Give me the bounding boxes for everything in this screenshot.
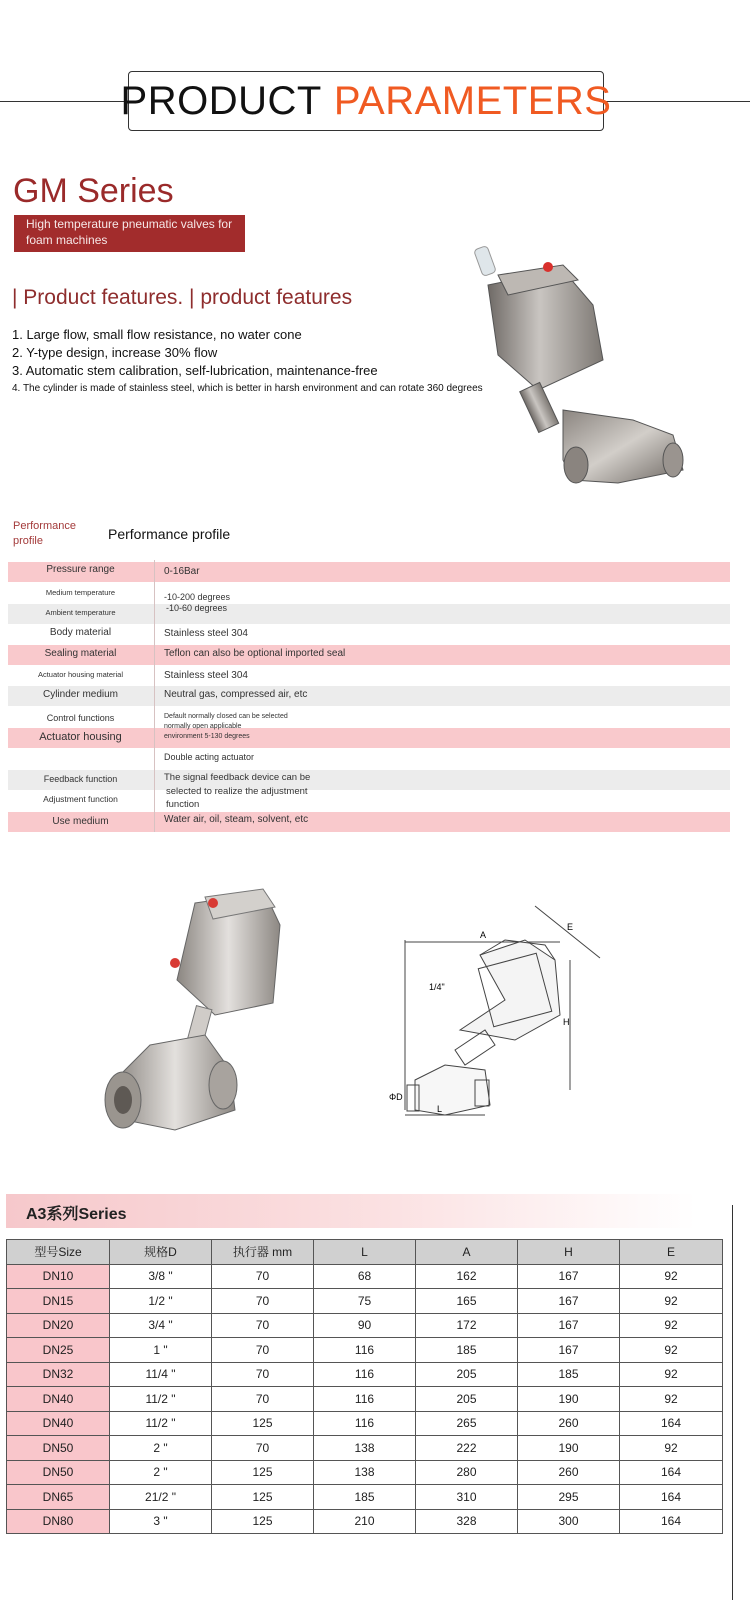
table-cell: 280 xyxy=(416,1460,518,1485)
feature-item: 2. Y-type design, increase 30% flow xyxy=(12,345,218,360)
table-cell: 167 xyxy=(518,1338,620,1363)
diagram-label-d: ΦD xyxy=(389,1092,403,1102)
table-cell: 125 xyxy=(212,1509,314,1534)
table-row xyxy=(7,1362,723,1387)
perf-value: Neutral gas, compressed air, etc xyxy=(164,689,308,700)
perf-column-divider xyxy=(154,560,155,832)
page-title-word2: PARAMETERS xyxy=(333,78,612,123)
page-title-word1: PRODUCT xyxy=(120,78,322,123)
table-cell: 116 xyxy=(314,1338,416,1363)
table-row xyxy=(7,1338,723,1363)
right-border-line xyxy=(732,1205,733,1600)
table-header-cell: 规格D xyxy=(110,1240,212,1265)
table-row xyxy=(7,1460,723,1485)
table-cell: 1/2 " xyxy=(110,1289,212,1314)
table-cell: 1 " xyxy=(110,1338,212,1363)
table-cell: 11/4 " xyxy=(110,1362,212,1387)
table-cell: 222 xyxy=(416,1436,518,1461)
table-cell: 260 xyxy=(518,1460,620,1485)
series-subtitle: High temperature pneumatic valves for foam machines xyxy=(14,215,245,252)
perf-value: Stainless steel 304 xyxy=(164,670,248,681)
perf-value: Default normally closed can be selected normally open applicable xyxy=(164,713,288,730)
table-cell: 92 xyxy=(620,1436,723,1461)
table-cell: DN10 xyxy=(7,1264,110,1289)
table-cell: 190 xyxy=(518,1436,620,1461)
table-cell: 295 xyxy=(518,1485,620,1510)
table-header-cell: E xyxy=(620,1240,723,1265)
table-cell: 75 xyxy=(314,1289,416,1314)
diagram-label-a: A xyxy=(480,930,487,940)
table-cell: 70 xyxy=(212,1289,314,1314)
diagram-label-l: L xyxy=(437,1104,443,1114)
table-cell: 164 xyxy=(620,1411,723,1436)
perf-value: selected to realize the adjustment function xyxy=(166,786,308,810)
table-row xyxy=(7,1436,723,1461)
perf-value: -10-60 degrees xyxy=(166,603,228,613)
table-row xyxy=(7,1387,723,1412)
table-cell: 138 xyxy=(314,1436,416,1461)
table-cell: DN50 xyxy=(7,1436,110,1461)
page-title xyxy=(120,71,612,131)
a3-spec-table xyxy=(6,1239,723,1534)
table-cell: DN32 xyxy=(7,1362,110,1387)
valve-photo-top xyxy=(468,245,693,490)
table-row xyxy=(7,1411,723,1436)
diagram-label-h: H xyxy=(563,1017,570,1027)
table-row xyxy=(7,1485,723,1510)
perf-key: Adjustment function xyxy=(43,794,118,804)
table-cell: 21/2 " xyxy=(110,1485,212,1510)
table-cell: 260 xyxy=(518,1411,620,1436)
table-cell: 70 xyxy=(212,1264,314,1289)
table-row xyxy=(7,1264,723,1289)
table-cell: DN40 xyxy=(7,1411,110,1436)
a3-title: A3系列Series xyxy=(26,1206,127,1223)
perf-key: Actuator housing xyxy=(39,731,122,743)
table-header-cell: L xyxy=(314,1240,416,1265)
table-cell: 300 xyxy=(518,1509,620,1534)
table-cell: DN50 xyxy=(7,1460,110,1485)
table-cell: 164 xyxy=(620,1509,723,1534)
table-cell: DN15 xyxy=(7,1289,110,1314)
table-cell: 3/8 " xyxy=(110,1264,212,1289)
table-cell: 116 xyxy=(314,1411,416,1436)
table-cell: 138 xyxy=(314,1460,416,1485)
table-cell: 3 " xyxy=(110,1509,212,1534)
series-title: GM Series xyxy=(13,172,174,210)
table-row xyxy=(7,1509,723,1534)
perf-value: The signal feedback device can be xyxy=(164,772,311,783)
table-cell: DN65 xyxy=(7,1485,110,1510)
table-cell: 2 " xyxy=(110,1460,212,1485)
table-header-row xyxy=(7,1240,723,1265)
perf-key: Actuator housing material xyxy=(37,670,124,679)
perf-value: -10-200 degrees xyxy=(164,592,231,602)
perf-value: Water air, oil, steam, solvent, etc xyxy=(164,814,309,825)
table-cell: 205 xyxy=(416,1362,518,1387)
perf-key: Medium temperature xyxy=(45,588,116,597)
table-cell: 167 xyxy=(518,1313,620,1338)
table-cell: 70 xyxy=(212,1338,314,1363)
table-cell: 210 xyxy=(314,1509,416,1534)
header-rule-right xyxy=(602,101,750,102)
perf-key: Feedback function xyxy=(43,774,118,784)
table-cell: DN80 xyxy=(7,1509,110,1534)
table-cell: 328 xyxy=(416,1509,518,1534)
table-header-cell: H xyxy=(518,1240,620,1265)
table-cell: 3/4 " xyxy=(110,1313,212,1338)
table-cell: 185 xyxy=(518,1362,620,1387)
perf-value: Double acting actuator xyxy=(164,752,255,762)
table-cell: 2 " xyxy=(110,1436,212,1461)
table-cell: 92 xyxy=(620,1264,723,1289)
perf-key: Sealing material xyxy=(44,648,117,659)
table-cell: 116 xyxy=(314,1362,416,1387)
table-header-cell: A xyxy=(416,1240,518,1265)
perf-key: Body material xyxy=(49,627,112,638)
valve-photo-bottom xyxy=(95,885,295,1140)
table-cell: 185 xyxy=(314,1485,416,1510)
table-cell: 164 xyxy=(620,1460,723,1485)
table-cell: 68 xyxy=(314,1264,416,1289)
table-cell: 172 xyxy=(416,1313,518,1338)
table-cell: 70 xyxy=(212,1387,314,1412)
table-cell: 92 xyxy=(620,1289,723,1314)
table-cell: 167 xyxy=(518,1289,620,1314)
table-cell: DN20 xyxy=(7,1313,110,1338)
table-cell: 70 xyxy=(212,1313,314,1338)
perf-key: Pressure range xyxy=(46,564,115,575)
table-cell: 190 xyxy=(518,1387,620,1412)
table-cell: 116 xyxy=(314,1387,416,1412)
table-cell: 125 xyxy=(212,1460,314,1485)
table-cell: 164 xyxy=(620,1485,723,1510)
perf-key: Cylinder medium xyxy=(42,689,119,700)
table-cell: 165 xyxy=(416,1289,518,1314)
table-cell: 70 xyxy=(212,1362,314,1387)
feature-item: 4. The cylinder is made of stainless steel, which is better in harsh environment and can rotate 360 degrees xyxy=(12,383,483,394)
perf-key: Ambient temperature xyxy=(45,608,116,617)
header-rule-left xyxy=(0,101,128,102)
perf-key: Use medium xyxy=(52,816,109,827)
features-list xyxy=(12,326,483,398)
perf-value: Stainless steel 304 xyxy=(164,628,248,639)
table-cell: 185 xyxy=(416,1338,518,1363)
table-cell: DN40 xyxy=(7,1387,110,1412)
performance-label: Performance profile xyxy=(13,520,76,547)
table-cell: 11/2 " xyxy=(110,1411,212,1436)
table-cell: 162 xyxy=(416,1264,518,1289)
feature-item: 3. Automatic stem calibration, self-lubrication, maintenance-free xyxy=(12,363,378,378)
table-cell: 265 xyxy=(416,1411,518,1436)
dimension-diagram xyxy=(385,900,605,1130)
table-row xyxy=(7,1313,723,1338)
perf-value: environment 5-130 degrees xyxy=(164,733,250,740)
performance-title: Performance profile xyxy=(108,526,231,542)
table-cell: 92 xyxy=(620,1362,723,1387)
table-cell: 92 xyxy=(620,1313,723,1338)
diagram-label-e: E xyxy=(567,922,574,932)
perf-value: 0-16Bar xyxy=(164,566,200,577)
table-cell: 92 xyxy=(620,1338,723,1363)
table-row xyxy=(7,1289,723,1314)
table-cell: 92 xyxy=(620,1387,723,1412)
perf-value: Teflon can also be optional imported seal xyxy=(164,648,346,659)
perf-key: Control functions xyxy=(46,713,115,723)
features-heading: | Product features. | product features xyxy=(12,286,353,309)
table-cell: 167 xyxy=(518,1264,620,1289)
diagram-label-fraction: 1/4" xyxy=(429,982,445,992)
table-cell: 205 xyxy=(416,1387,518,1412)
table-header-cell: 执行器 mm xyxy=(212,1240,314,1265)
table-cell: 310 xyxy=(416,1485,518,1510)
table-cell: 125 xyxy=(212,1411,314,1436)
table-cell: 125 xyxy=(212,1485,314,1510)
table-cell: 90 xyxy=(314,1313,416,1338)
table-cell: 11/2 " xyxy=(110,1387,212,1412)
feature-item: 1. Large flow, small flow resistance, no water cone xyxy=(12,327,302,342)
table-header-cell: 型号Size xyxy=(7,1240,110,1265)
table-cell: 70 xyxy=(212,1436,314,1461)
table-cell: DN25 xyxy=(7,1338,110,1363)
